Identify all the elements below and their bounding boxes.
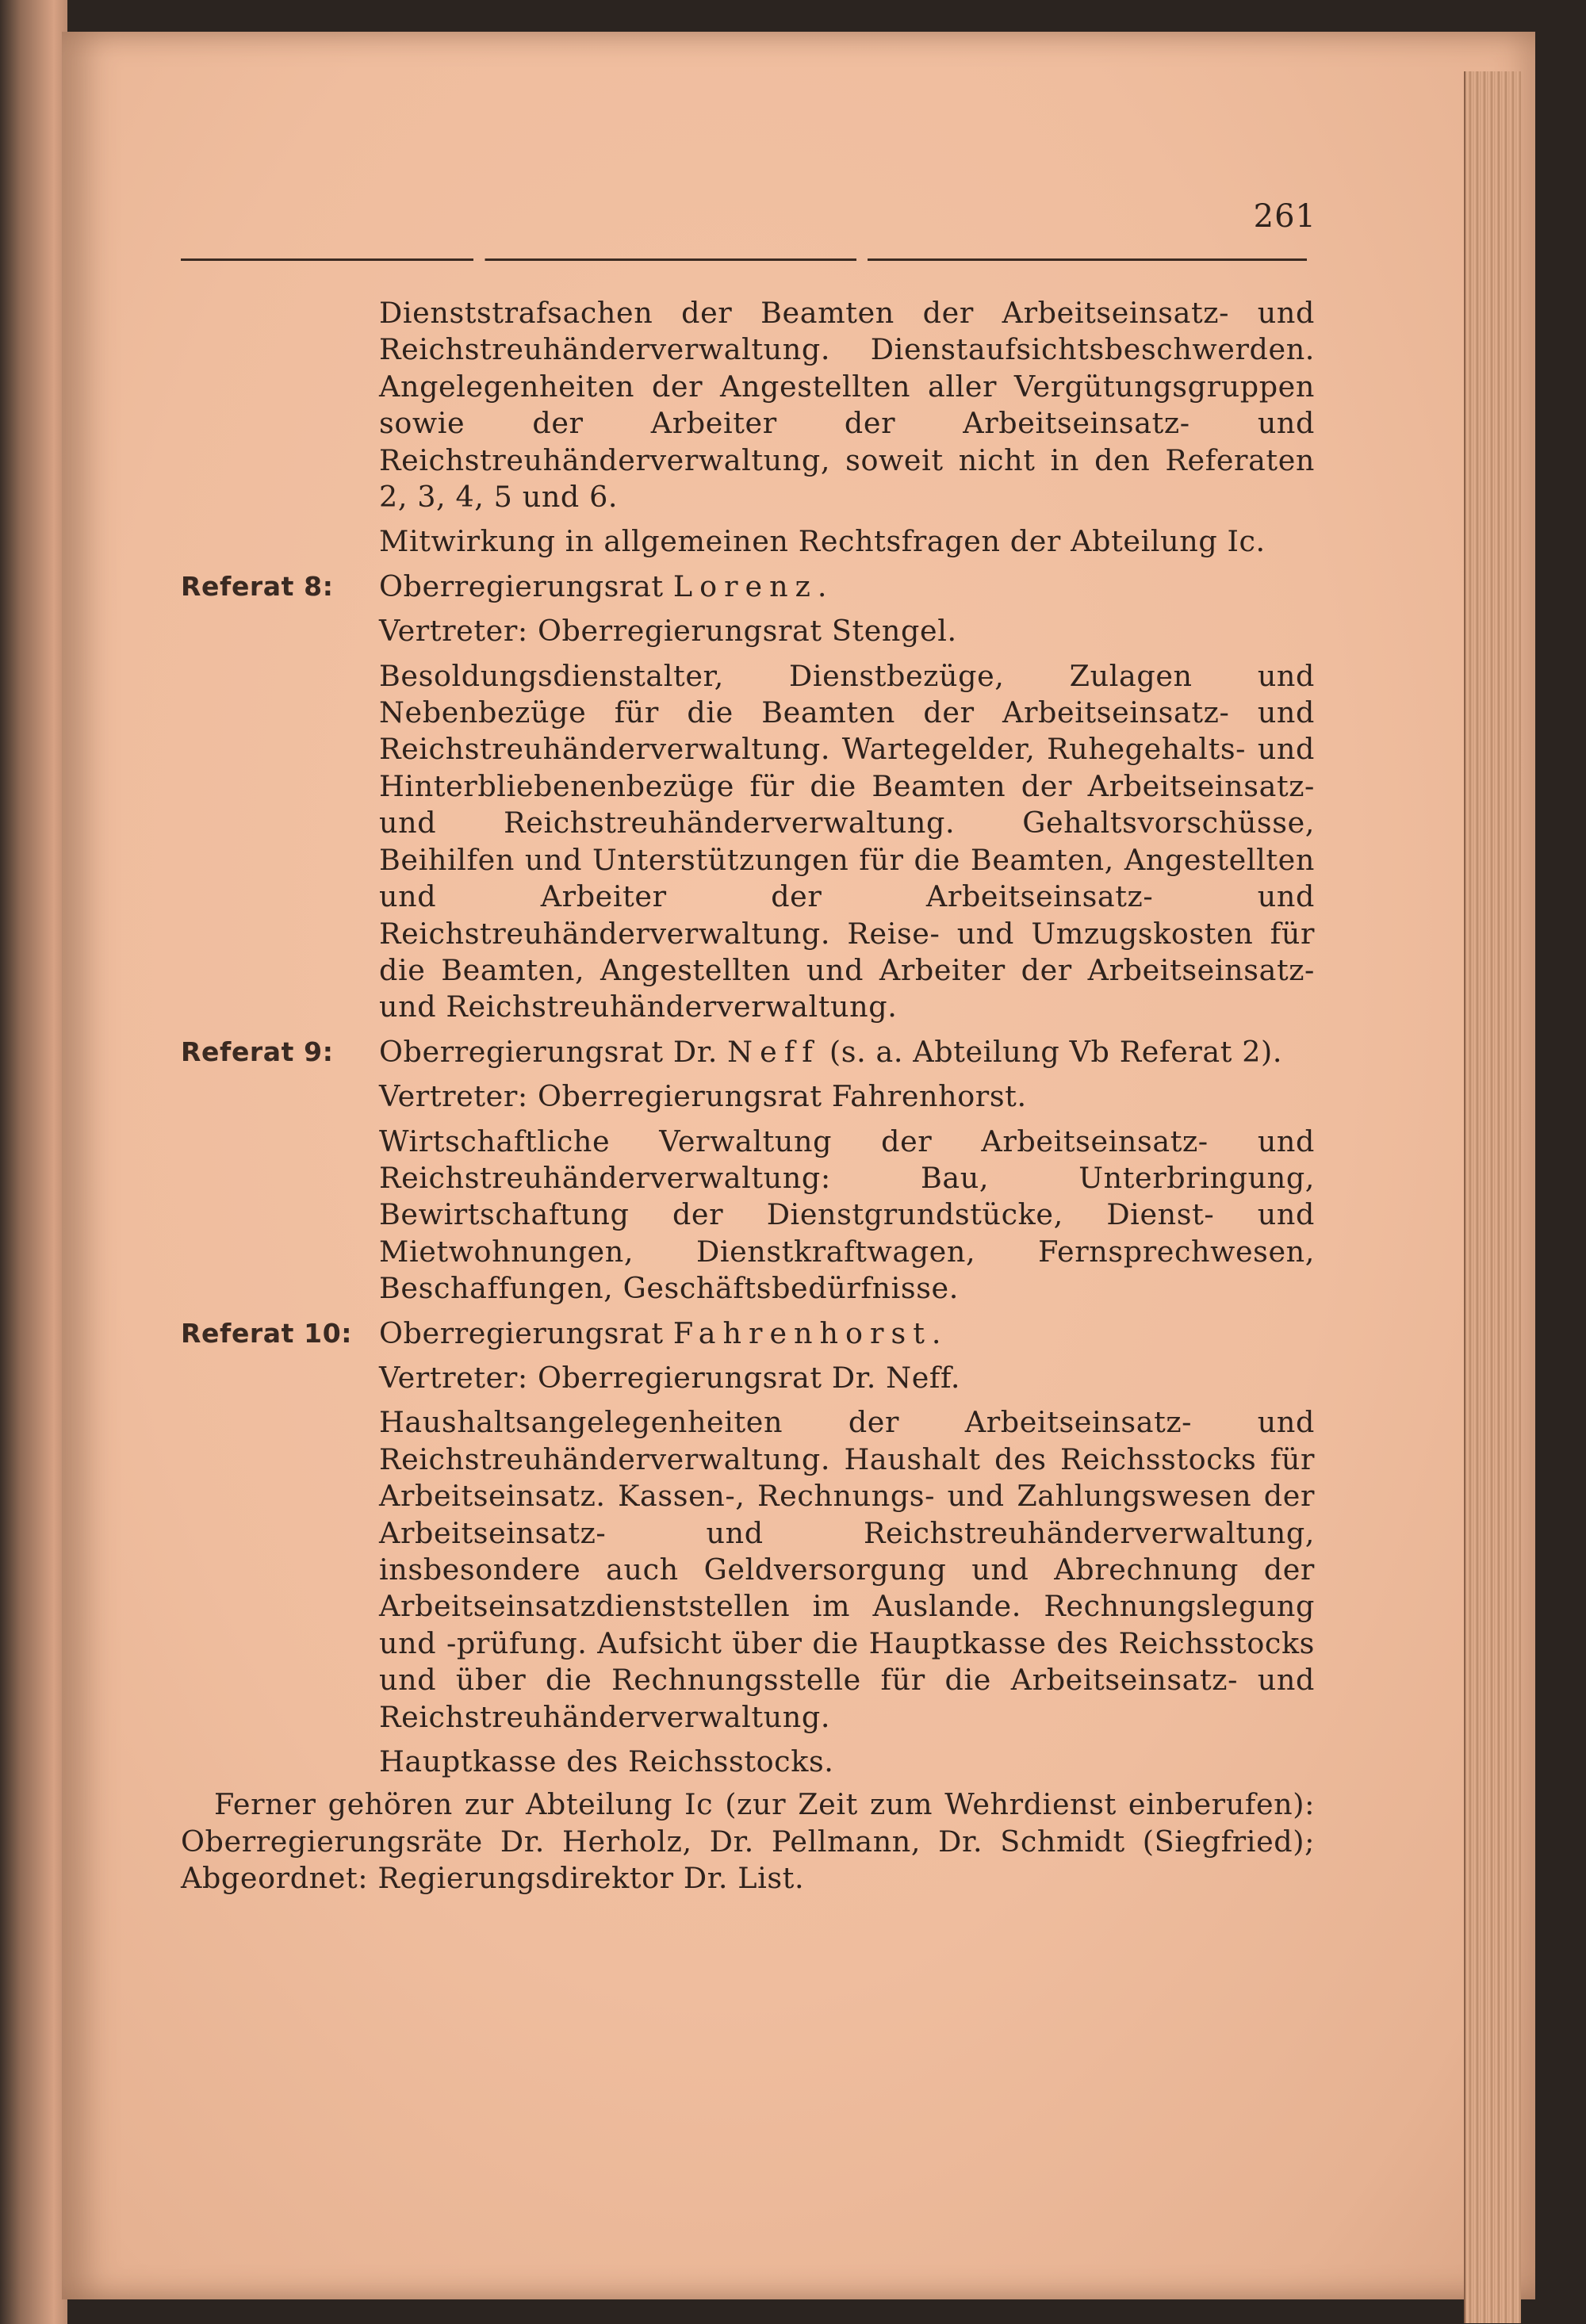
referat-8-label: Referat 8: [181, 570, 334, 602]
referat-8-duties: Besoldungsdienstalter, Dienstbezüge, Zulagen und Nebenbezüge für die Beamten der Arbeitseinsatz- und Reichstreuhänderverwaltung. Wartegelder, Ruhegehalts- und Hinterbliebenenbezüge für die Beamten der Arbeitseinsatz- und Reichstreuhänderverwaltung. Gehaltsvorschüsse, Beihilfen und Unterstützungen für die Beamten, Angestellten und Arbeiter der Arbeitseinsatz- und Reichstreuhänderverwaltung. Reise- und Umzugskosten für die Beamten, Angestellten und Arbeiter der Arbeitseinsatz- und Reichstreuhänderverwaltung. [379, 658, 1315, 1024]
header-rule [181, 258, 1307, 261]
referat-10 [181, 1315, 1315, 1781]
footer-paragraph: Ferner gehören zur Abteilung Ic (zur Zeit zum Wehrdienst einberufen): Oberregierungsräte Dr. Herholz, Dr. Pellmann, Dr. Schmidt (Siegfried); Abgeordnet: Regierungsdirektor Dr. List. [181, 1787, 1315, 1896]
left-page-edge [0, 0, 67, 2324]
referat-8-deputy: Vertreter: Oberregierungsrat Stengel. [379, 614, 957, 649]
referat-8 [181, 569, 1315, 1026]
referat-9-deputy: Vertreter: Oberregierungsrat Fahrenhorst. [379, 1079, 1027, 1114]
referat-8-head-name: Lorenz [672, 569, 818, 603]
referat-10-deputy: Vertreter: Oberregierungsrat Dr. Neff. [379, 1360, 961, 1395]
referat-9-head-name: Neff [727, 1034, 820, 1069]
referat-10-head-name: Fahrenhorst [672, 1315, 932, 1350]
referat-10-head: Oberregierungsrat Fahrenhorst. [379, 1315, 942, 1350]
page-edges [1464, 71, 1521, 2323]
page-number: 261 [1253, 198, 1316, 235]
referat-10-duties: Haushaltsangelegenheiten der Arbeitseinsatz- und Reichstreuhänderverwaltung. Haushalt des Reichsstocks für Arbeitseinsatz. Kassen-, Rechnungs- und Zahlungswesen der Arbeitseinsatz- und Reichstreuhänderverwaltung, insbesondere auch Geldversorgung und Abrechnung der Arbeitseinsatzdienststellen im Auslande. Rechnungslegung und -prüfung. Aufsicht über die Hauptkasse des Reichsstocks und über die Rechnungsstelle für die Arbeitseinsatz- und Reichstreuhänderverwaltung. [379, 1405, 1315, 1734]
referat-9-duties: Wirtschaftliche Verwaltung der Arbeitseinsatz- und Reichstreuhänderverwaltung: Bau, Unterbringung, Bewirtschaftung der Dienstgrundstücke, Dienst- und Mietwohnungen, Dienstkraftwagen, Fernsprechwesen, Beschaffungen, Geschäftsbedürfnisse. [379, 1124, 1315, 1306]
referat-9-label: Referat 9: [181, 1036, 334, 1067]
intro-paragraph-2: Mitwirkung in allgemeinen Rechtsfragen der Abteilung Ic. [379, 524, 1266, 559]
referat-9 [181, 1034, 1315, 1307]
intro-paragraph: Dienststrafsachen der Beamten der Arbeitseinsatz- und Reichstreuhänderverwaltung. Dienstaufsichtsbeschwerden. Angelegenheiten der Angestellten aller Vergütungsgruppen sowie der Arbeiter der Arbeitseinsatz- und Reichstreuhänderverwaltung, soweit nicht in den Referaten 2, 3, 4, 5 und 6. [379, 296, 1315, 515]
referat-9-head: Oberregierungsrat Dr. Neff (s. a. Abteilung Vb Referat 2). [379, 1034, 1283, 1069]
document-body [181, 295, 1315, 1897]
intro-section [379, 295, 1315, 561]
referat-10-label: Referat 10: [181, 1317, 353, 1349]
referat-10-extra: Hauptkasse des Reichsstocks. [379, 1744, 834, 1779]
referat-8-head: Oberregierungsrat Lorenz. [379, 569, 828, 603]
